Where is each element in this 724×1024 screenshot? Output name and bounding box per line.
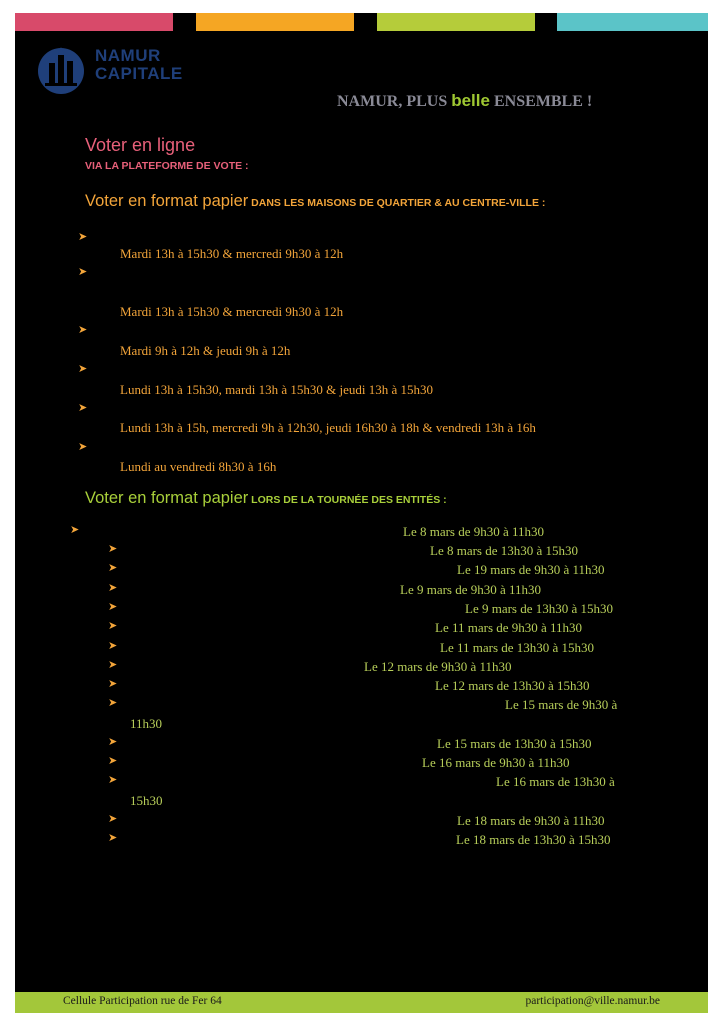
- bullet-arrow-icon: ➤: [108, 831, 118, 844]
- header-band-4: [557, 13, 708, 31]
- city-crest-icon: [35, 41, 87, 95]
- bullet-arrow-icon: ➤: [108, 561, 118, 574]
- paper-vote-quarters-heading: [85, 192, 545, 211]
- tour-date: Le 8 mars de 9h30 à 11h30: [403, 524, 545, 539]
- tour-date: Le 12 mars de 9h30 à 11h30: [364, 659, 512, 674]
- logo-wordmark: [95, 47, 183, 83]
- tagline-part-1: NAMUR, PLUS: [337, 93, 452, 110]
- bullet-arrow-icon: ➤: [108, 542, 118, 555]
- paper-vote-tour-heading: [85, 489, 447, 508]
- quarter-schedule-4: Lundi 13h à 15h30, mardi 13h à 15h30 & jeudi 13h à 15h30: [120, 382, 434, 397]
- footer-email[interactable]: participation@ville.namur.be: [525, 995, 660, 1007]
- tour-date: Le 16 mars de 13h30 à: [496, 774, 615, 789]
- bullet-arrow-icon: ➤: [78, 323, 88, 336]
- tour-date: Le 8 mars de 13h30 à 15h30: [430, 543, 579, 558]
- tour-date: Le 11 mars de 9h30 à 11h30: [435, 620, 583, 635]
- footer-bar: [15, 992, 708, 1013]
- quarter-schedule-3: Mardi 9h à 12h & jeudi 9h à 12h: [120, 343, 291, 358]
- tour-date: Le 12 mars de 13h30 à 15h30: [435, 678, 590, 693]
- bullet-arrow-icon: ➤: [78, 440, 88, 453]
- quarter-schedule-2: Mardi 13h à 15h30 & mercredi 9h30 à 12h: [120, 304, 344, 319]
- tour-date: Le 15 mars de 9h30 à: [505, 697, 618, 712]
- bullet-arrow-icon: ➤: [108, 619, 118, 632]
- quarter-schedule-5: Lundi 13h à 15h, mercredi 9h à 12h30, jeudi 16h30 à 18h & vendredi 13h à 16h: [120, 420, 536, 435]
- logo-line-1: NAMUR: [95, 46, 161, 65]
- bullet-arrow-icon: ➤: [78, 401, 88, 414]
- tour-date-continuation: 11h30: [130, 716, 163, 731]
- tour-date: Le 19 mars de 9h30 à 11h30: [457, 562, 605, 577]
- online-vote-heading: Voter en ligne: [85, 135, 196, 155]
- quarter-schedule-6: Lundi au vendredi 8h30 à 16h: [120, 459, 277, 474]
- bullet-arrow-icon: ➤: [108, 658, 118, 671]
- header-band-3: [377, 13, 535, 31]
- bullet-arrow-icon: ➤: [108, 773, 118, 786]
- tagline: [337, 91, 592, 111]
- bullet-arrow-icon: ➤: [108, 754, 118, 767]
- bullet-arrow-icon: ➤: [108, 600, 118, 613]
- bullet-arrow-icon: ➤: [108, 677, 118, 690]
- tour-date: Le 16 mars de 9h30 à 11h30: [422, 755, 570, 770]
- bullet-arrow-icon: ➤: [108, 581, 118, 594]
- header-band-1: [15, 13, 173, 31]
- tour-date: Le 18 mars de 9h30 à 11h30: [457, 813, 605, 828]
- paper-vote-quarters-title: Voter en format papier: [85, 192, 249, 210]
- footer-address: Cellule Participation rue de Fer 64: [63, 995, 222, 1007]
- header-band-2: [196, 13, 354, 31]
- logo-line-2: CAPITALE: [95, 64, 183, 83]
- paper-vote-tour-subtitle: LORS DE LA TOURNÉE DES ENTITÉS :: [248, 494, 447, 506]
- tagline-highlight: belle: [451, 91, 490, 110]
- bullet-arrow-icon: ➤: [78, 230, 88, 243]
- online-vote-subheading: VIA LA PLATEFORME DE VOTE :: [85, 160, 249, 172]
- tour-date: Le 11 mars de 13h30 à 15h30: [440, 640, 595, 655]
- tour-date: Le 15 mars de 13h30 à 15h30: [437, 736, 592, 751]
- bullet-arrow-icon: ➤: [108, 639, 118, 652]
- namur-capitale-logo: [35, 41, 195, 101]
- paper-vote-quarters-subtitle: DANS LES MAISONS DE QUARTIER & AU CENTRE-VILLE :: [248, 197, 546, 209]
- bullet-arrow-icon: ➤: [108, 696, 118, 709]
- bullet-arrow-icon: ➤: [78, 265, 88, 278]
- bullet-arrow-icon: ➤: [70, 523, 80, 536]
- document-page: [15, 13, 708, 1013]
- bullet-arrow-icon: ➤: [108, 735, 118, 748]
- tour-date-continuation: 15h30: [130, 793, 163, 808]
- tour-date: Le 9 mars de 13h30 à 15h30: [465, 601, 614, 616]
- bullet-arrow-icon: ➤: [108, 812, 118, 825]
- bullet-arrow-icon: ➤: [78, 362, 88, 375]
- tagline-part-2: ENSEMBLE !: [489, 93, 593, 110]
- paper-vote-tour-title: Voter en format papier: [85, 489, 249, 507]
- quarter-schedule-1: Mardi 13h à 15h30 & mercredi 9h30 à 12h: [120, 246, 344, 261]
- tour-date: Le 9 mars de 9h30 à 11h30: [400, 582, 542, 597]
- tour-date: Le 18 mars de 13h30 à 15h30: [456, 832, 611, 847]
